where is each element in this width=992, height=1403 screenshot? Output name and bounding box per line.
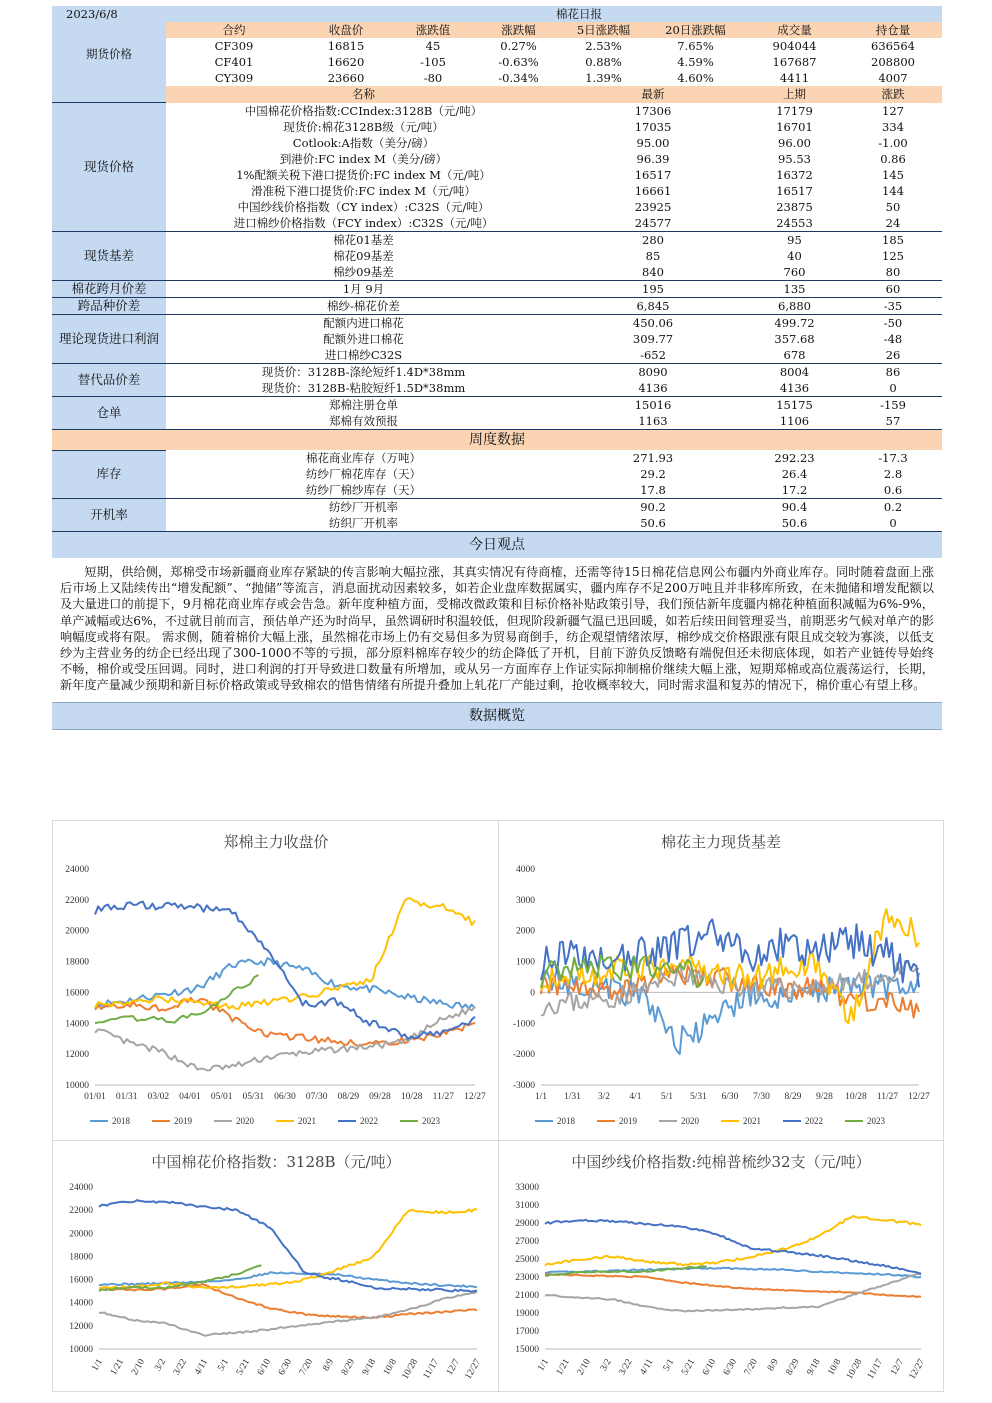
item-latest: 840 — [561, 264, 745, 281]
x-tick-label: 12/7 — [889, 1357, 907, 1378]
x-tick-label: 1/1 — [534, 1092, 548, 1102]
item-prev: 292.23 — [774, 451, 815, 465]
item-name: 纺纱厂开机率 — [166, 499, 561, 516]
spot-header-change: 涨跌 — [844, 86, 942, 103]
category-futures: 期货价格 — [52, 22, 166, 86]
x-tick-label: 9/28 — [816, 1092, 833, 1102]
category-label: 现货基差 — [52, 231, 166, 280]
x-tick-label: 5/21 — [680, 1357, 698, 1378]
x-tick-label: 6/10 — [255, 1357, 274, 1378]
x-tick-label: 08/29 — [337, 1092, 360, 1102]
item-prev: 1106 — [745, 413, 844, 430]
futures-cell: 23660 — [327, 71, 365, 85]
x-tick-label: 01/31 — [115, 1092, 138, 1102]
y-tick-label: 2000 — [516, 926, 535, 937]
futures-cell: CF401 — [214, 55, 254, 69]
chart-title: 中国纱线价格指数:纯棉普梳纱32支（元/吨） — [571, 1153, 871, 1171]
x-tick-label: 07/30 — [305, 1092, 328, 1102]
item-name: 滑准税下港口提货价:FC index M（元/吨） — [251, 183, 476, 198]
futures-col-header: 合约 — [166, 22, 302, 38]
x-tick-label: 8/29 — [339, 1357, 358, 1378]
legend-label: 2021 — [743, 1116, 761, 1126]
item-latest: 17035 — [634, 119, 672, 134]
report-title: 棉花日报 — [216, 6, 942, 22]
item-prev: 4136 — [745, 380, 844, 397]
futures-col-header: 持仓量 — [844, 22, 942, 38]
legend-label: 2021 — [298, 1116, 316, 1126]
category-label: 开机率 — [52, 499, 166, 532]
futures-col-header: 收盘价 — [302, 22, 390, 38]
item-latest: 6,845 — [561, 297, 745, 314]
item-prev: 357.68 — [774, 331, 815, 346]
x-tick-label: 6/10 — [701, 1357, 719, 1378]
item-name: 现货价:棉花3128B级（元/吨） — [283, 119, 444, 134]
y-tick-label: 20000 — [69, 1229, 93, 1240]
futures-cell: 167687 — [772, 55, 817, 69]
item-prev: 95.53 — [778, 151, 811, 166]
item-name: 棉花01基差 — [166, 231, 561, 248]
y-tick-label: 21000 — [515, 1291, 539, 1301]
futures-cell: -0.63% — [498, 55, 539, 69]
x-tick-label: 2/10 — [129, 1357, 148, 1378]
item-name: Cotlook:A指数（美分/磅） — [292, 135, 435, 150]
item-latest: 16517 — [634, 167, 672, 182]
x-tick-label: 12/7 — [444, 1357, 463, 1378]
item-prev: 26.4 — [781, 467, 808, 481]
x-tick-label: 8/29 — [784, 1092, 802, 1102]
futures-cell: 4411 — [779, 71, 810, 85]
legend-label: 2022 — [360, 1116, 378, 1126]
x-tick-label: 06/30 — [274, 1092, 296, 1102]
item-change: 127 — [882, 103, 904, 118]
category-label: 库存 — [52, 450, 166, 499]
x-tick-label: 09/28 — [369, 1092, 391, 1102]
y-tick-label: -2000 — [512, 1050, 535, 1061]
item-change: 57 — [844, 413, 942, 430]
charts-area — [52, 820, 942, 1390]
y-tick-label: 15000 — [515, 1345, 539, 1355]
report-table — [52, 6, 942, 532]
item-latest: 8090 — [561, 363, 745, 380]
item-latest: 16661 — [634, 183, 672, 198]
series-line-2020 — [545, 1273, 921, 1312]
item-latest: 95.00 — [636, 135, 670, 150]
futures-cell: 904044 — [772, 39, 817, 53]
item-latest: 50.6 — [561, 515, 745, 532]
legend-label: 2020 — [681, 1116, 699, 1126]
x-tick-label: 7/20 — [742, 1357, 760, 1378]
y-tick-label: 10000 — [65, 1081, 89, 1091]
category-label: 现货价格 — [52, 103, 166, 232]
y-tick-label: 19000 — [515, 1309, 539, 1319]
x-tick-label: 3/2 — [598, 1357, 614, 1374]
item-change: 80 — [844, 264, 942, 281]
series-line-2023 — [95, 975, 258, 1023]
item-prev: 15175 — [745, 396, 844, 413]
futures-cell: 4.59% — [677, 55, 714, 69]
item-latest: 15016 — [561, 396, 745, 413]
y-tick-label: 16000 — [65, 988, 89, 999]
x-tick-label: 12/27 — [464, 1092, 486, 1102]
overview-title: 数据概览 — [52, 703, 942, 730]
item-prev: 16372 — [776, 167, 813, 182]
item-prev: 17.2 — [745, 482, 844, 499]
futures-cell: -80 — [423, 71, 443, 85]
item-name: 进口棉纱C32S — [166, 347, 561, 364]
x-tick-label: 8/29 — [784, 1357, 802, 1378]
futures-cell: 0.88% — [585, 55, 622, 69]
y-tick-label: 22000 — [69, 1206, 93, 1217]
y-tick-label: 14000 — [65, 1019, 89, 1030]
x-tick-label: 1/21 — [108, 1357, 127, 1378]
x-tick-label: 8/9 — [321, 1357, 337, 1374]
legend-label: 2019 — [619, 1116, 637, 1126]
item-prev: 135 — [745, 280, 844, 297]
item-name: 郑棉有效预报 — [166, 413, 561, 430]
item-latest: 280 — [561, 231, 745, 248]
chart-title: 棉花主力现货基差 — [660, 833, 782, 851]
item-change: 125 — [882, 248, 904, 263]
x-tick-label: 5/1 — [661, 1357, 677, 1374]
x-tick-label: 03/02 — [147, 1092, 170, 1102]
series-line-2022 — [99, 1200, 477, 1292]
item-name: 郑棉注册仓单 — [166, 396, 561, 413]
x-tick-label: 11/17 — [865, 1357, 886, 1381]
x-tick-label: 8/9 — [766, 1357, 781, 1374]
item-name: 纺纱厂棉花库存（天） — [306, 467, 421, 481]
item-latest: -652 — [561, 347, 745, 364]
item-change: 0 — [844, 515, 942, 532]
y-tick-label: 12000 — [69, 1321, 93, 1332]
futures-cell: CF309 — [214, 39, 254, 53]
futures-cell: 45 — [425, 39, 441, 53]
y-tick-label: 10000 — [69, 1345, 93, 1355]
x-tick-label: 10/28 — [400, 1092, 423, 1102]
item-prev: 16517 — [776, 183, 813, 198]
spot-header-name: 名称 — [166, 86, 561, 103]
item-prev: 17179 — [776, 103, 813, 118]
futures-cell: 7.65% — [677, 39, 714, 53]
y-tick-label: 16000 — [69, 1275, 93, 1286]
item-latest: 4136 — [561, 380, 745, 397]
y-tick-label: 25000 — [515, 1255, 539, 1265]
futures-col-header: 涨跌幅 — [476, 22, 561, 38]
x-tick-label: 6/30 — [721, 1092, 739, 1102]
today-view-text: 短期，供给侧，郑棉受市场新疆商业库存紧缺的传言影响大幅拉涨，其真实情况有待商榷，还需等待15日棉花信息网公布疆内外商业库存。同时随着盘面上涨后市场上又陆续传出“增发配额”、“抛储”等流言，消息面扰动因素较多，如若企业盘库数据属实，疆内库存不足200万吨且并非移库所致，在未抛储和增发配额以及大量进口的前提下，9月棉花商业库存或会告急。新年度种植方面，受棉改微政策和目标价格补贴政策引导，我们预估新年度疆内棉花种植面积减幅为6%-9%，单产减幅或达6%，不过就目前而言，预估单产还为时尚早，虽然调研时积温较低，但现阶段新疆气温已迅回暖，如若后续田间管理妥当，前期恶劣气候对单产的影响幅度或将有限。 需求侧，随着棉价大幅上涨，虽然棉花市场上仍有交易但多为贸易商倒手，纺企观望情绪浓厚，棉纱成交价格跟涨有限且成交较为寡淡，以低支纱为主营业务的纺企已经出现了300-1000不等的亏损，部分原料棉库存较少的纺企降低了开机，目前下游负反馈略有端倪但还未彻底体现，如若产业链传导始终不畅，棉价或受压回调。同时，进口利润的打开导致进口数量有所增加，或从另一方面库存上作证实际抑制棉价继续大幅上涨，短期郑棉或高位震荡运行，长期，新年度产量减少预期和新目标价格政策或导致棉农的惜售情绪有所提升叠加上轧花厂产能过剩，抢收概率较大，同时需求温和复苏的情况下，棉价重心有望上移。 — [52, 558, 942, 703]
item-name: 中国纱线价格指数（CY index）:C32S（元/吨） — [237, 199, 490, 214]
futures-cell: -0.34% — [498, 71, 539, 85]
chart-title: 郑棉主力收盘价 — [223, 833, 329, 851]
y-tick-label: 22000 — [65, 895, 89, 906]
y-tick-label: 14000 — [69, 1298, 93, 1309]
x-tick-label: 12/27 — [907, 1357, 928, 1382]
x-tick-label: 10/8 — [381, 1357, 400, 1378]
x-tick-label: 05/01 — [210, 1092, 233, 1102]
y-tick-label: 18000 — [69, 1252, 93, 1263]
x-tick-label: 5/1 — [660, 1092, 674, 1102]
futures-cell: 4.60% — [677, 71, 714, 85]
item-name: 现货价：3128B-涤纶短纤1.4D*38mm — [166, 363, 561, 380]
x-tick-label: 10/28 — [845, 1092, 867, 1102]
futures-cell: 636564 — [871, 39, 915, 53]
legend-label: 2018 — [112, 1116, 130, 1126]
item-name: 配额内进口棉花 — [166, 314, 561, 331]
x-tick-label: 1/1 — [536, 1357, 552, 1374]
item-name: 1月 9月 — [166, 280, 561, 297]
x-tick-label: 11/27 — [432, 1092, 454, 1102]
item-name: 棉纱09基差 — [166, 264, 561, 281]
category-label: 替代品价差 — [52, 363, 166, 396]
y-tick-label: 20000 — [65, 926, 89, 937]
category-label: 棉花跨月价差 — [52, 280, 166, 297]
x-tick-label: 3/22 — [171, 1357, 190, 1378]
item-latest: 271.93 — [632, 451, 674, 465]
legend-label: 2020 — [236, 1116, 254, 1126]
y-tick-label: 23000 — [515, 1273, 539, 1283]
x-tick-label: 9/18 — [360, 1357, 379, 1378]
y-tick-label: 24000 — [69, 1183, 93, 1193]
x-tick-label: 6/30 — [276, 1357, 295, 1378]
y-tick-label: 27000 — [515, 1237, 539, 1247]
x-tick-label: 10/28 — [844, 1357, 865, 1382]
item-change: -17.3 — [878, 451, 908, 465]
futures-col-header: 5日涨跌幅 — [561, 22, 646, 38]
item-latest: 309.77 — [632, 331, 674, 346]
y-tick-label: 17000 — [515, 1327, 539, 1337]
item-prev: 96.00 — [778, 135, 811, 150]
y-tick-label: 24000 — [65, 865, 89, 875]
x-tick-label: 11/27 — [876, 1092, 899, 1102]
chart-zhengmian-close — [52, 820, 500, 1142]
item-latest: 23925 — [634, 199, 672, 214]
x-tick-label: 5/31 — [690, 1092, 707, 1102]
legend-label: 2019 — [174, 1116, 192, 1126]
weekly-title: 周度数据 — [52, 429, 942, 450]
chart-cotton-index — [52, 1140, 500, 1392]
item-latest: 195 — [561, 280, 745, 297]
item-change: 0 — [844, 380, 942, 397]
item-change: 2.8 — [883, 467, 903, 481]
item-prev: 6,880 — [745, 297, 844, 314]
spot-header-blank — [52, 86, 166, 103]
today-view-title: 今日观点 — [52, 532, 942, 558]
item-change: -50 — [844, 314, 942, 331]
item-change: 24 — [844, 215, 942, 232]
futures-cell: 4007 — [878, 71, 908, 85]
item-change: 334 — [882, 119, 904, 134]
item-prev: 90.4 — [745, 499, 844, 516]
item-change: -48 — [883, 331, 903, 346]
x-tick-label: 4/1 — [629, 1092, 642, 1102]
series-line-2019 — [545, 1274, 921, 1297]
x-tick-label: 4/11 — [638, 1357, 656, 1377]
futures-col-header: 成交量 — [745, 22, 844, 38]
item-change: 60 — [844, 280, 942, 297]
legend-label: 2023 — [422, 1116, 440, 1126]
x-tick-label: 5/21 — [234, 1357, 253, 1378]
series-line-2021 — [95, 898, 475, 1009]
report-date: 2023/6/8 — [52, 6, 216, 22]
y-tick-label: 0 — [530, 988, 535, 999]
item-prev: 95 — [745, 231, 844, 248]
item-name: 到港价:FC index M（美分/磅） — [279, 151, 448, 166]
x-tick-label: 1/31 — [564, 1092, 581, 1102]
chart-yarn-index — [498, 1140, 944, 1392]
x-tick-label: 3/22 — [617, 1357, 635, 1378]
item-name: 纺纱厂棉纱库存（天） — [166, 482, 561, 499]
x-tick-label: 6/30 — [721, 1357, 740, 1378]
x-tick-label: 3/2 — [153, 1357, 169, 1374]
y-tick-label: 18000 — [65, 957, 89, 968]
item-latest: 17306 — [634, 103, 672, 118]
item-name: 进口棉纱价格指数（FCY index）:C32S（元/吨） — [166, 215, 561, 232]
x-tick-label: 11/17 — [421, 1357, 442, 1381]
spot-header-prev: 上期 — [745, 86, 844, 103]
item-change: -159 — [844, 396, 942, 413]
item-prev: 50.6 — [745, 515, 844, 532]
x-tick-label: 12/27 — [463, 1357, 484, 1382]
futures-col-header: 20日涨跌幅 — [646, 22, 745, 38]
x-tick-label: 1/21 — [554, 1357, 572, 1378]
item-prev: 499.72 — [745, 314, 844, 331]
item-change: 86 — [844, 363, 942, 380]
item-change: 0.2 — [844, 499, 942, 516]
futures-cell: 208800 — [871, 55, 915, 69]
x-tick-label: 3/2 — [597, 1092, 611, 1102]
x-tick-label: 12/27 — [908, 1092, 930, 1102]
futures-cell: 16620 — [327, 55, 365, 69]
y-tick-label: -1000 — [512, 1019, 535, 1030]
legend-label: 2022 — [805, 1116, 823, 1126]
item-name: 中国棉花价格指数:CCIndex:3128B（元/吨） — [244, 103, 483, 118]
futures-col-header: 涨跌值 — [390, 22, 476, 38]
x-tick-label: 04/01 — [179, 1092, 201, 1102]
x-tick-label: 7/30 — [753, 1092, 770, 1102]
legend-label: 2023 — [867, 1116, 885, 1126]
x-tick-label: 5/1 — [216, 1357, 232, 1374]
item-latest: 96.39 — [636, 151, 670, 166]
x-tick-label: 10/28 — [400, 1357, 421, 1382]
x-tick-label: 4/11 — [193, 1357, 211, 1377]
item-name: 棉纱-棉花价差 — [166, 297, 561, 314]
item-prev: 678 — [745, 347, 844, 364]
y-tick-label: 12000 — [65, 1050, 89, 1061]
item-name: 棉花商业库存（万吨） — [306, 451, 421, 465]
item-name: 1%配额关税下港口提货价:FC index M（元/吨） — [236, 167, 491, 182]
futures-cell: 16815 — [327, 39, 365, 53]
item-prev: 8004 — [745, 363, 844, 380]
x-tick-label: 01/01 — [84, 1092, 106, 1102]
x-tick-label: 2/10 — [575, 1357, 593, 1378]
chart-title: 中国棉花价格指数：3128B（元/吨） — [151, 1153, 401, 1171]
item-latest: 17.8 — [561, 482, 745, 499]
item-latest: 29.2 — [640, 467, 666, 481]
x-tick-label: 10/8 — [826, 1357, 844, 1378]
item-latest: 90.2 — [561, 499, 745, 516]
y-tick-label: 4000 — [516, 865, 535, 875]
report-sheet — [52, 6, 942, 730]
item-name: 纺织厂开机率 — [166, 515, 561, 532]
item-change: 0.86 — [880, 151, 906, 166]
item-change: 144 — [882, 183, 904, 198]
item-prev: 40 — [787, 248, 802, 263]
x-tick-label: 7/20 — [297, 1357, 316, 1378]
item-name: 棉花09基差 — [333, 248, 394, 263]
item-name: 配额外进口棉花 — [323, 331, 404, 346]
y-tick-label: 3000 — [516, 895, 535, 906]
category-label: 理论现货进口利润 — [52, 314, 166, 363]
item-latest: 24577 — [561, 215, 745, 232]
category-label: 跨品种价差 — [52, 297, 166, 314]
item-change: 145 — [882, 167, 904, 182]
futures-cell: CY309 — [214, 71, 254, 85]
x-tick-label: 1/1 — [90, 1357, 106, 1374]
item-latest: 85 — [645, 248, 661, 263]
spot-header-latest: 最新 — [561, 86, 745, 103]
item-change: 26 — [844, 347, 942, 364]
y-tick-label: -3000 — [512, 1081, 535, 1091]
item-prev: 23875 — [776, 199, 813, 214]
y-tick-label: 29000 — [515, 1219, 539, 1229]
item-change: 50 — [885, 199, 901, 214]
chart-cotton-basis — [498, 820, 944, 1142]
item-prev: 24553 — [745, 215, 844, 232]
category-label: 仓单 — [52, 396, 166, 429]
item-change: 0.6 — [844, 482, 942, 499]
series-line-2022 — [545, 1220, 921, 1275]
item-latest: 450.06 — [561, 314, 745, 331]
y-tick-label: 33000 — [515, 1183, 539, 1193]
item-prev: 16701 — [776, 119, 813, 134]
item-latest: 1163 — [561, 413, 745, 430]
item-prev: 760 — [745, 264, 844, 281]
x-tick-label: 05/31 — [242, 1092, 265, 1102]
y-tick-label: 1000 — [516, 957, 535, 968]
item-name: 现货价：3128B-粘胶短纤1.5D*38mm — [166, 380, 561, 397]
x-tick-label: 9/18 — [805, 1357, 823, 1378]
legend-label: 2018 — [557, 1116, 575, 1126]
item-change: 185 — [844, 231, 942, 248]
y-tick-label: 31000 — [515, 1201, 539, 1211]
futures-cell: 0.27% — [500, 39, 537, 53]
futures-cell: -105 — [420, 55, 446, 69]
item-change: -1.00 — [878, 135, 908, 150]
futures-cell: 1.39% — [585, 71, 622, 85]
item-change: -35 — [844, 297, 942, 314]
futures-cell: 2.53% — [585, 39, 622, 53]
